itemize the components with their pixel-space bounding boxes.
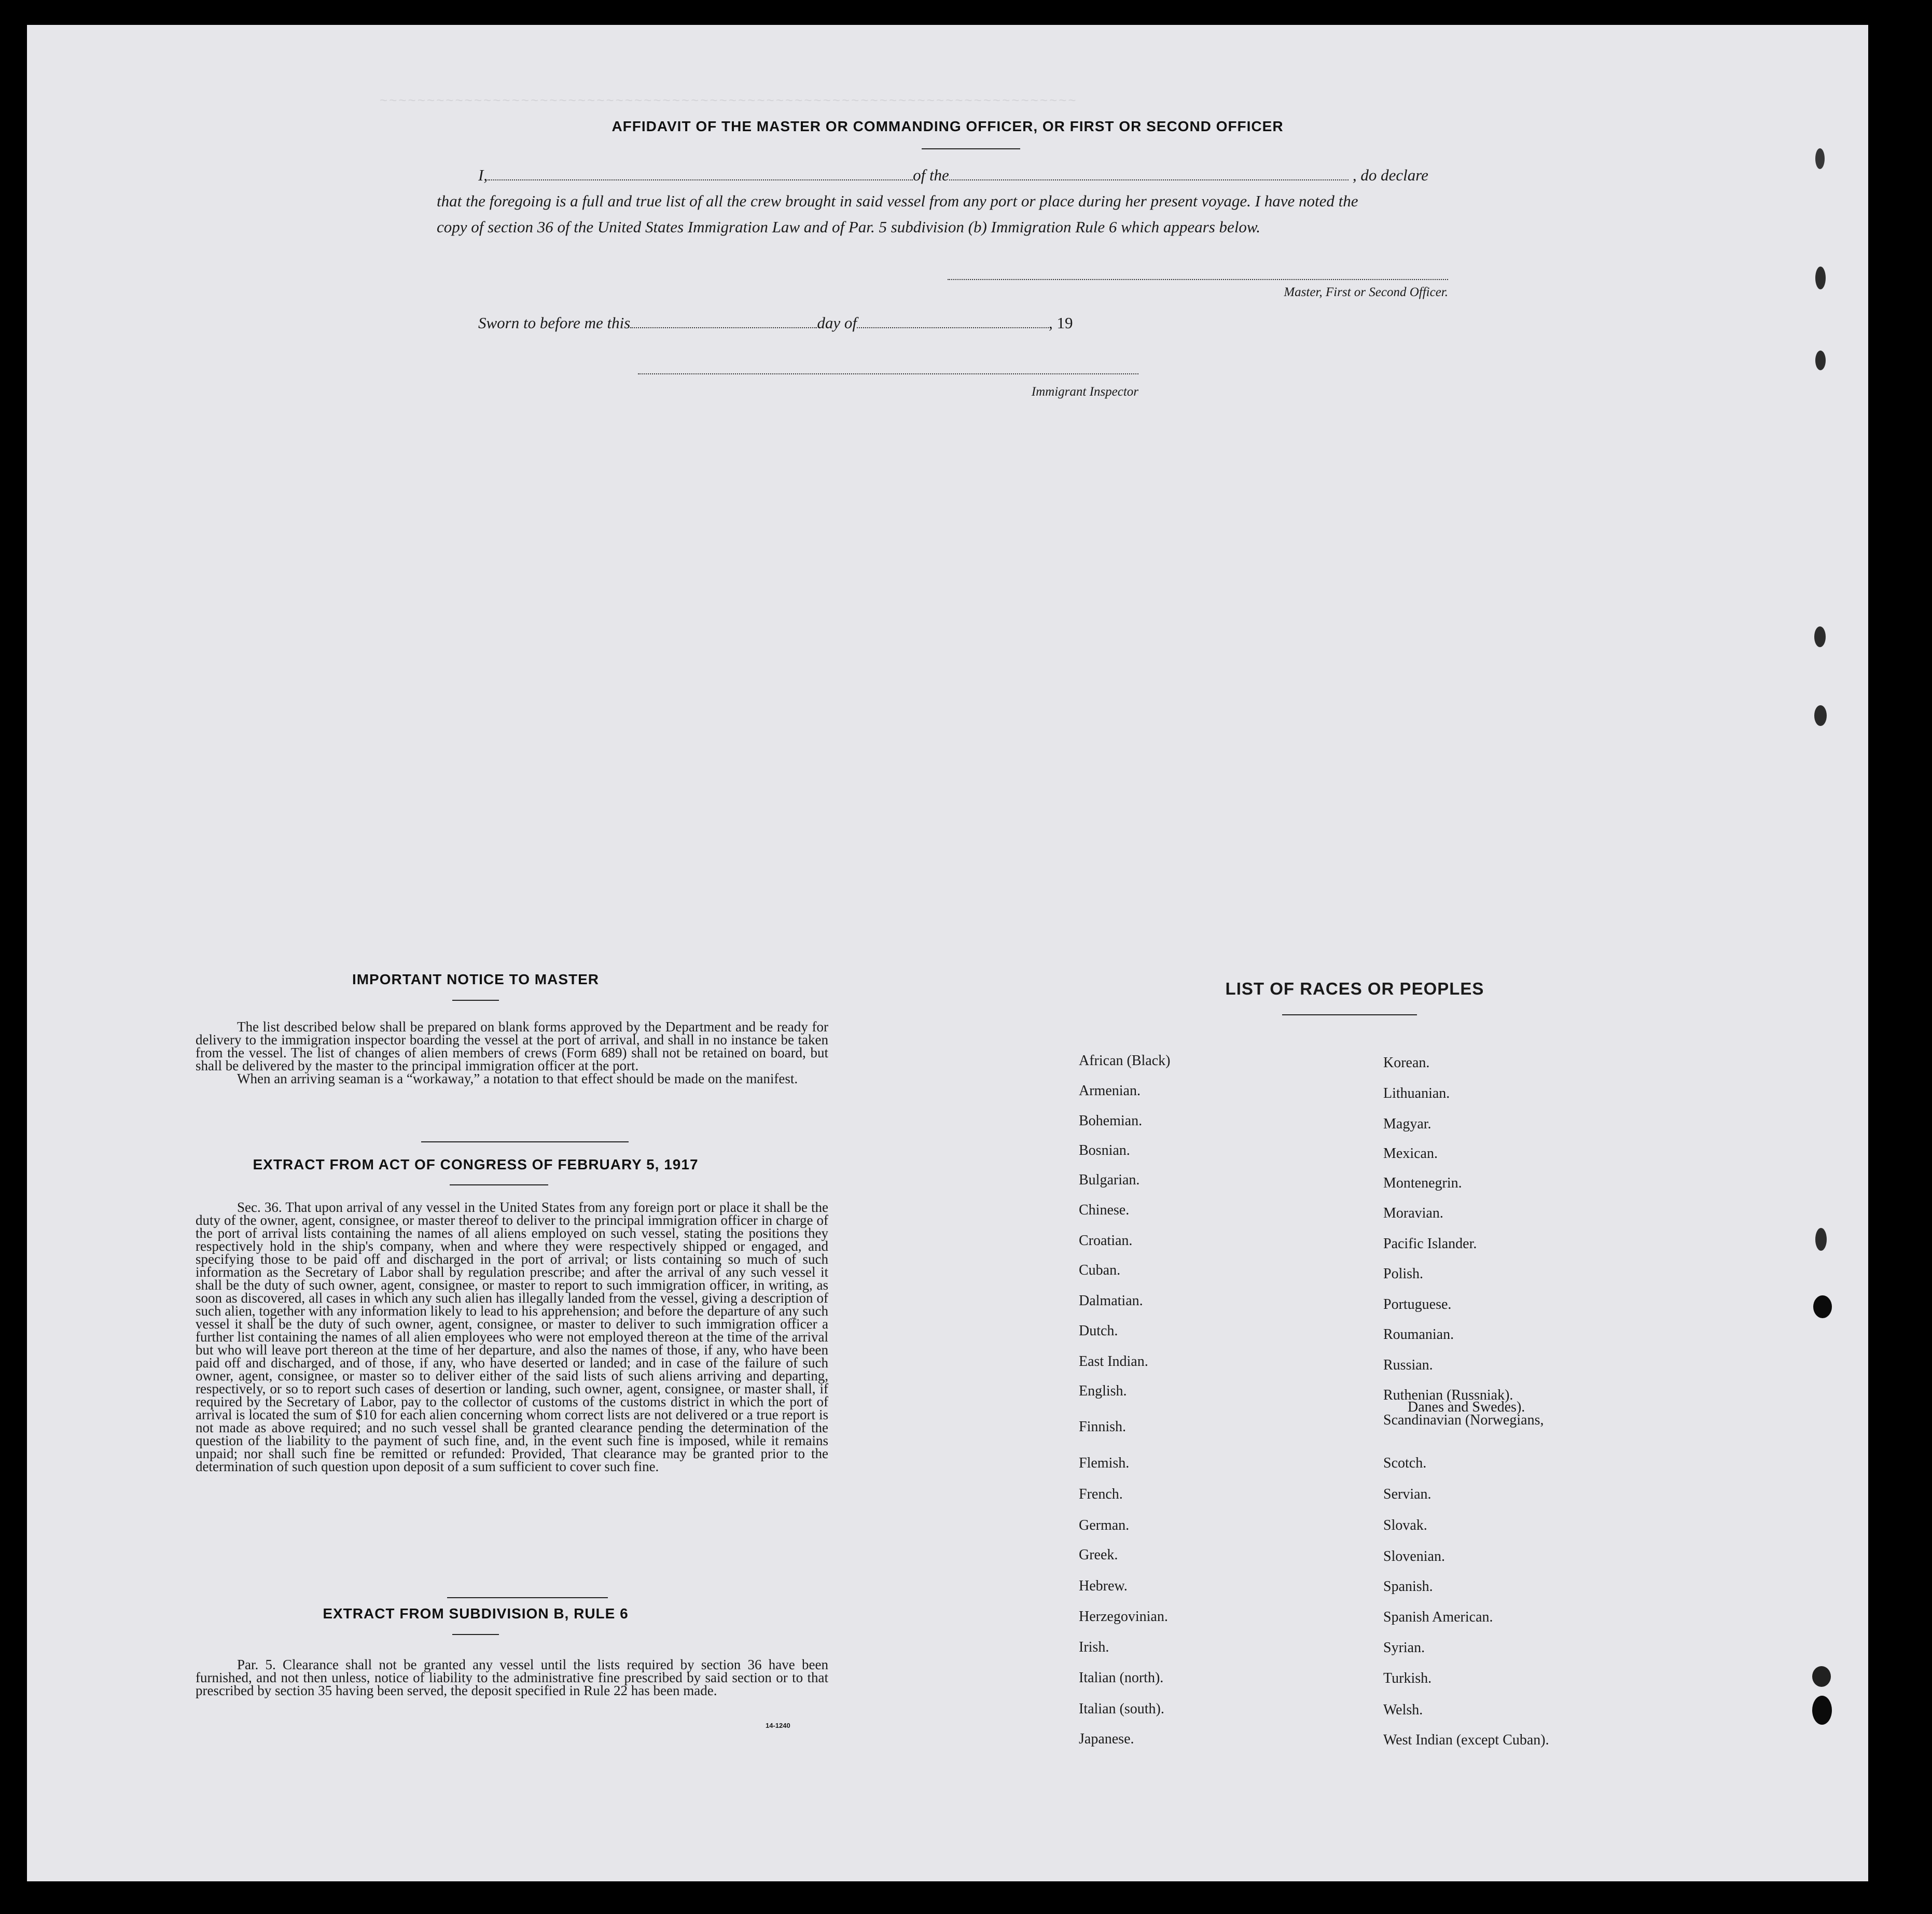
rule-extract-title: EXTRACT FROM SUBDIVISION B, RULE 6 [323,1605,629,1622]
affidavit-line1-prefix: I, [478,166,488,184]
race-left-item: Dutch. [1079,1323,1118,1339]
race-right-item: Servian. [1383,1486,1431,1502]
notice-paragraph-1: The list described below shall be prepared on blank forms approved by the Department and be ready for delivery to the immigration inspector boarding the vessel at the port of arrival, and shall in no instance be taken from the vessel. The list of changes of alien members of crews (Form 689) shall not be retained on board, but shall be delivered by the master to the principal immigration officer at the port. [196,1019,828,1073]
binder-hole [1815,351,1826,370]
binder-hole [1812,1696,1832,1725]
race-right-item: Welsh. [1383,1702,1423,1718]
race-left-item: Italian (south). [1079,1701,1164,1717]
affidavit-declaration-line [478,166,1428,185]
master-signature-caption: Master, First or Second Officer. [1284,285,1448,299]
race-left-item: Finnish. [1079,1419,1127,1435]
race-left-item: French. [1079,1486,1123,1502]
name-blank[interactable] [488,179,913,180]
race-left-item: Herzegovinian. [1079,1609,1168,1625]
binder-hole [1815,1228,1827,1251]
binder-hole [1814,705,1827,726]
affidavit-line2: that the foregoing is a full and true list of all the crew brought in said vessel from any port or place during her present voyage. I have noted the [437,192,1358,210]
bleed-through-text: ~~~~~~~~~~~~~~~~~~~~~~~~~~~~~~~~~~~~~~~~~~~~~~~~~~~~~~~~~~~~~~~~~~~~~~~~~~ [380,92,1078,108]
binder-hole [1815,148,1825,169]
sworn-mid: day of [817,314,857,332]
race-right-item: Montenegrin. [1383,1175,1462,1191]
sworn-line [478,314,1073,332]
race-right-item: Syrian. [1383,1640,1425,1656]
binder-hole [1815,267,1826,289]
race-left-item: Chinese. [1079,1202,1130,1218]
race-left-item: Flemish. [1079,1455,1130,1471]
affidavit-line1-suffix: , do declare [1352,166,1428,184]
sworn-prefix: Sworn to before me this [478,314,631,332]
rule-extract-body [196,1658,828,1697]
notice-title-rule [452,1000,499,1001]
race-right-item: Slovenian. [1383,1548,1445,1564]
race-right-item: Russian. [1383,1357,1433,1373]
race-right-item: Spanish American. [1383,1609,1493,1625]
race-left-item: Bohemian. [1079,1113,1143,1129]
race-left-item: Greek. [1079,1547,1118,1563]
notice-body [196,1021,828,1085]
notice-separator [421,1141,629,1142]
binder-hole [1812,1666,1831,1687]
binder-hole [1814,626,1826,647]
race-right-item: Pacific Islander. [1383,1236,1477,1252]
affidavit-line1-mid: of the [913,166,949,184]
race-right-item: West Indian (except Cuban). [1383,1732,1549,1748]
race-right-item: Moravian. [1383,1205,1443,1221]
race-left-item: Bulgarian. [1079,1172,1140,1188]
sworn-day-blank[interactable] [630,327,817,328]
act-extract-title: EXTRACT FROM ACT OF CONGRESS OF FEBRUARY 5, 1917 [253,1156,699,1172]
rule-extract-title-rule [452,1634,499,1635]
affidavit-title: AFFIDAVIT OF THE MASTER OR COMMANDING OFFICER, OR FIRST OR SECOND OFFICER [611,118,1284,134]
race-left-item: Italian (north). [1079,1670,1164,1686]
race-right-item: Spanish. [1383,1578,1433,1595]
rule-extract-text: Par. 5. Clearance shall not be granted any vessel until the lists required by section 36 have been furnished, and not then unless, notice of liability to the administrative fine prescribed by said section or to that prescribed by section 35 having been served, the deposit specified in Rule 22 has been made. [196,1657,828,1698]
race-left-item: Bosnian. [1079,1142,1130,1158]
act-extract-body [196,1201,828,1473]
master-signature-blank[interactable] [948,279,1448,280]
race-right-item: Portuguese. [1383,1296,1452,1312]
race-left-item: East Indian. [1079,1353,1148,1370]
vessel-blank[interactable] [949,179,1349,180]
race-right-item: Mexican. [1383,1145,1438,1162]
races-title-rule [1282,1014,1417,1015]
race-right-item: Ruthenian (Russniak). [1383,1387,1513,1403]
race-right-item: Polish. [1383,1266,1424,1282]
inspector-caption: Immigrant Inspector [1031,385,1138,399]
race-right-item: Magyar. [1383,1116,1431,1132]
race-left-item: Croatian. [1079,1233,1133,1249]
notice-paragraph-2: When an arriving seaman is a “workaway,” a notation to that effect should be made on the manifest. [237,1071,798,1086]
race-right-item: Scandinavian (Norwegians, [1383,1412,1544,1428]
race-left-item: Dalmatian. [1079,1293,1143,1309]
race-left-item: Armenian. [1079,1083,1141,1099]
inspector-signature-blank[interactable] [638,373,1138,374]
binder-hole [1813,1295,1832,1318]
act-separator [447,1597,608,1598]
race-left-item: Irish. [1079,1639,1109,1655]
act-extract-title-rule [450,1184,548,1185]
race-right-item: Slovak. [1383,1517,1427,1533]
sworn-month-blank[interactable] [857,327,1049,328]
sworn-suffix: , 19 [1048,314,1073,332]
race-right-item: Roumanian. [1383,1326,1454,1343]
race-right-item: Korean. [1383,1055,1430,1071]
document-page [27,25,1868,1881]
race-left-item: Japanese. [1079,1731,1134,1747]
race-left-item: Cuban. [1079,1262,1121,1278]
form-number: 14-1240 [766,1722,790,1729]
races-title: LIST OF RACES OR PEOPLES [1225,979,1484,998]
race-right-item: Turkish. [1383,1670,1432,1686]
race-left-item: German. [1079,1517,1130,1533]
act-extract-text: Sec. 36. That upon arrival of any vessel in the United States from any foreign port or place it shall be the duty of the owner, agent, consignee, or master thereof to deliver to the principal immigration officer in charge of the port of arrival lists containing the names of all aliens employed on such vessel, stating the positions they respectively hold in the ship's company, when and where they were respectively shipped or engaged, and specifying those to be paid off and discharged in the port of arrival; or lists containing so much of such information as the Secretary of Labor shall by regulation prescribe; and after the arrival of any such vessel it shall be the duty of such owner, agent, consignee, or master to report to such immigration officer, in writing, as soon as discovered, all cases in which any such alien has illegally landed from the vessel, giving a description of such alien, together with any information likely to lead to his apprehension; and before the departure of any such vessel it shall be the duty of such owner, agent, consignee, or master to deliver to such immigration officer a further list containing the names of all alien employees who were not employed thereon at the time of the arrival but who will leave port thereon at the time of her departure, and also the names of those, if any, who have been paid off and discharged, and of those, if any, who have deserted or landed; and in case of the failure of such owner, agent, consignee, or master so to deliver either of the said lists of such aliens arriving and departing, respectively, or so to report such cases of desertion or landing, such owner, agent, consignee, or master shall, if required by the Secretary of Labor, pay to the collector of customs of the customs district in which the port of arrival is located the sum of $10 for each alien concerning whom correct lists are not delivered or a true report is not made as above required; and no such vessel shall be granted clearance pending the determination of the question of the liability to the payment of such fine, and, in the event such fine is imposed, while it remains unpaid; nor shall such fine be remitted or refunded: Provided, That clearance may be granted prior to the determination of such question upon deposit of a sum sufficient to cover such fine. [196,1199,828,1474]
notice-title: IMPORTANT NOTICE TO MASTER [352,971,600,987]
race-left-item: Hebrew. [1079,1578,1128,1594]
race-left-item: English. [1079,1383,1127,1399]
race-right-item: Scotch. [1383,1455,1427,1471]
race-left-item: African (Black) [1079,1053,1171,1069]
race-right-item: Lithuanian. [1383,1085,1450,1101]
affidavit-title-rule [922,148,1020,149]
race-right-continuation: Danes and Swedes). [1408,1399,1525,1415]
affidavit-line3: copy of section 36 of the United States Immigration Law and of Par. 5 subdivision (b) Immigration Rule 6 which appears below. [437,218,1261,236]
